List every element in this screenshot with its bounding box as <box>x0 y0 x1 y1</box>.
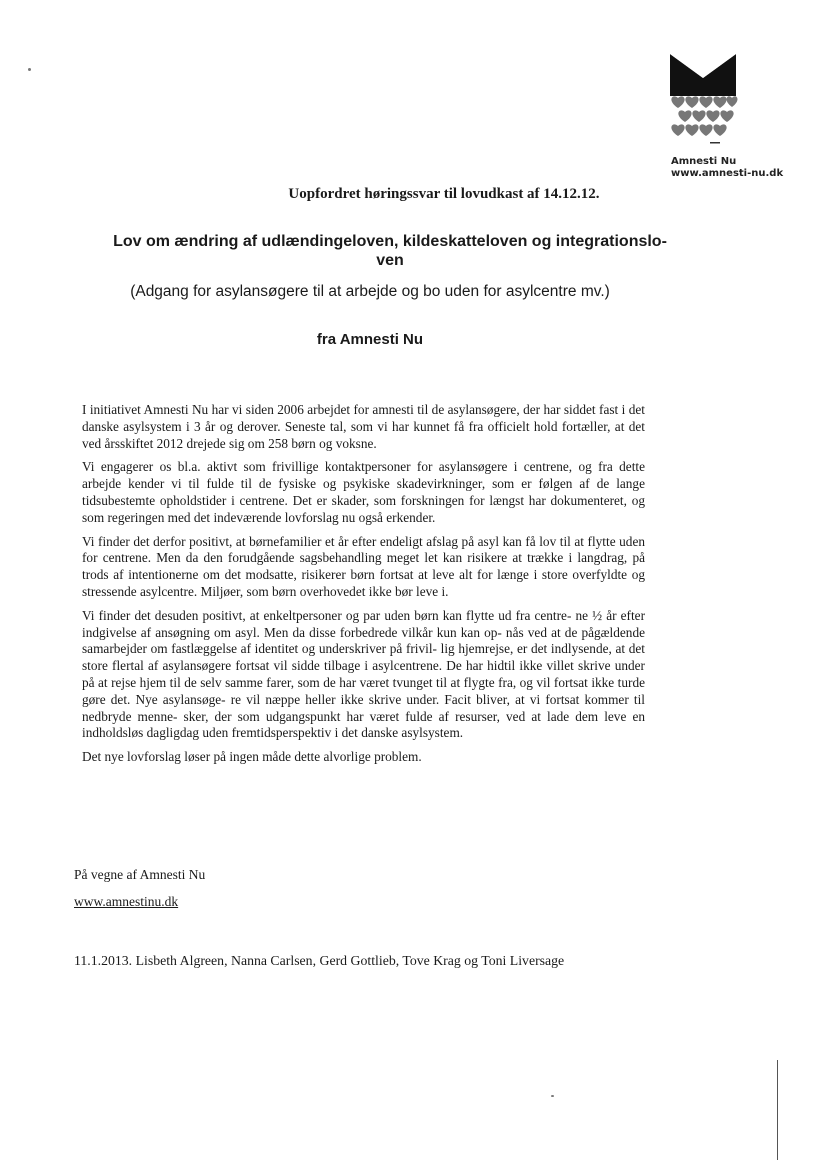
org-name: Amnesti Nu <box>671 156 737 167</box>
body-text <box>82 402 645 773</box>
paragraph: Vi finder det desuden positivt, at enkeltpersoner og par uden børn kan flytte ud fra centre- ne ½ år efter indgivelse af ansøgning om asyl. Men da disse forbedrede vilkår kun kan op- nås ved at de pågældende samarbejder om fastlæggelse af identitet og underskriver på frivil- lig hjemrejse, er det indlysende, at det store flertal af asylansøgere fortsat vil sidde tilbage i asylcentrene. De har hidtil ikke villet skrive under på at rejse hjem til de selv samme farer, som de har været tvunget til at flygte fra, og vil fortsat ikke turde gøre det. Nye asylansøge- re vil næppe heller ikke skrive under. Facit bliver, at vi fortsat kommer til nedbryde menne- sker, der som udgangspunkt har været fulde af resurser, ved at lade dem leve en indholdsløs dagligdag uden fremtidsperspektiv i det danske asylsystem. <box>82 607 645 741</box>
unsolicited-heading: Uopfordret høringssvar til lovudkast af 14.12.12. <box>288 186 600 202</box>
org-website: www.amnesti-nu.dk <box>671 168 784 179</box>
paragraph: I initiativet Amnesti Nu har vi siden 2006 arbejdet for amnesti til de asylansøgere, der har siddet fast i det danske asylsystem i 3 år og derover. Seneste tal, som vi har kunnet få fra officielt hold fortæller, at det ved årsskiftet 2012 drejede sig om 258 børn og voksne. <box>82 402 645 451</box>
website-link[interactable]: www.amnestinu.dk <box>74 894 179 909</box>
scan-speck <box>551 1095 554 1097</box>
law-title: Lov om ændring af udlændingeloven, kildeskatteloven og integrationslo- ven <box>113 233 667 269</box>
org-info <box>671 156 783 180</box>
scan-speck <box>28 68 31 71</box>
from-heading: fra Amnesti Nu <box>316 331 424 348</box>
scan-artifact-line <box>777 1060 778 1160</box>
paragraph: Det nye lovforslag løser på ingen måde dette alvorlige problem. <box>82 749 422 765</box>
paragraph: Vi engagerer os bl.a. aktivt som frivillige kontaktpersoner for asylansøgere i centrene, og fra dette arbejde kender vi til fulde til de fysiske og psykiske skadevirkninger, som er følgen af de lange tidsubestemte opholdstider i centrene. Det er skader, som forskningen for længst har dokumenteret, og som regeringen med det indeværende lovforslag nu også erkender. <box>82 459 645 525</box>
law-subtitle: (Adgang for asylansøgere til at arbejde og bo uden for asylcentre mv.) <box>130 283 610 300</box>
paragraph: Vi finder det derfor positivt, at børnefamilier et år efter endeligt afslag på asyl kan få lov til at flytte uden for centrene. Men da den forudgående sagsbehandling meget let kan risikere at trække i langdrag, på trods af intentionerne om det modsatte, risikerer børn fortsat at leve alt for længe i store overfyldte og stressende asylcentre. Miljøer, som børn overhovedet ikke bør leve i. <box>82 533 645 599</box>
on-behalf-line: På vegne af Amnesti Nu <box>74 867 206 882</box>
amnesti-nu-logo-icon <box>668 52 738 148</box>
date-and-signatories: 11.1.2013. Lisbeth Algreen, Nanna Carlsen, Gerd Gottlieb, Tove Krag og Toni Liversage <box>74 953 565 968</box>
